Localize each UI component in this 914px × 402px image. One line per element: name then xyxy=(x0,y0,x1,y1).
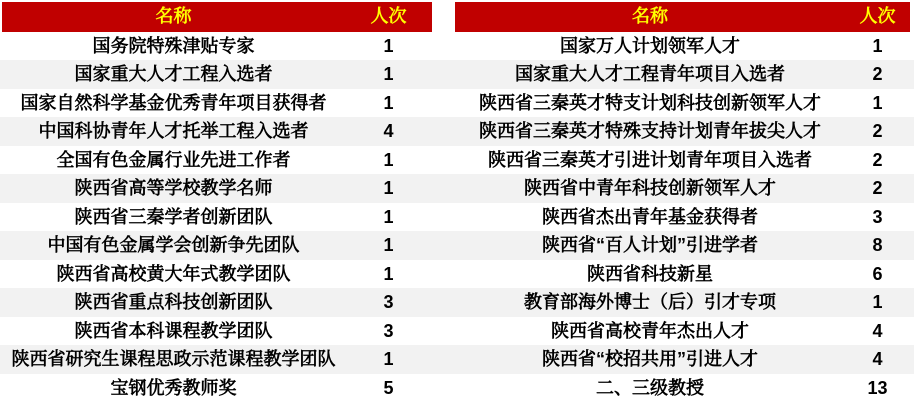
left-count-cell: 1 xyxy=(383,149,394,170)
left-name-cell: 中国有色金属学会创新争先团队 xyxy=(47,235,300,255)
table-gap-spacer xyxy=(432,317,455,346)
right-count-cell: 8 xyxy=(872,235,883,255)
right-count-cell: 1 xyxy=(872,292,883,312)
table-gap-spacer xyxy=(432,32,455,61)
table-row xyxy=(0,89,914,118)
table-gap-spacer xyxy=(432,345,455,374)
table-gap-spacer xyxy=(432,117,455,146)
left-table-name-header: 名称 xyxy=(2,2,345,32)
table-gap-spacer xyxy=(432,203,455,232)
right-table-name-header: 名称 xyxy=(455,2,845,32)
table-row xyxy=(0,231,914,260)
right-count-cell: 13 xyxy=(867,377,888,398)
left-count-cell: 3 xyxy=(383,320,394,341)
right-name-cell: 教育部海外博士（后）引才专项 xyxy=(524,292,776,312)
left-name-cell: 宝钢优秀教师奖 xyxy=(110,377,237,398)
left-name-cell: 全国有色金属行业先进工作者 xyxy=(56,149,291,170)
table-row xyxy=(0,260,914,289)
right-name-cell: 陕西省三秦英才特殊支持计划青年拔尖人才 xyxy=(479,121,821,141)
left-count-cell: 1 xyxy=(383,35,394,56)
table-row xyxy=(0,60,914,89)
left-count-cell: 1 xyxy=(383,263,394,284)
table-row xyxy=(0,146,914,175)
left-name-cell: 陕西省本科课程教学团队 xyxy=(74,320,273,341)
left-name-cell: 国务院特殊津贴专家 xyxy=(92,35,255,56)
right-name-cell: 二、三级教授 xyxy=(596,377,704,398)
left-count-cell: 5 xyxy=(383,377,394,398)
table-row xyxy=(0,174,914,203)
left-count-cell: 1 xyxy=(383,92,394,113)
right-name-cell: 国家重大人才工程青年项目入选者 xyxy=(515,64,785,84)
right-table-count-header: 人次 xyxy=(845,2,910,32)
right-name-cell: 陕西省科技新星 xyxy=(587,263,713,284)
table-row xyxy=(0,374,914,402)
right-name-cell: 陕西省杰出青年基金获得者 xyxy=(542,206,758,227)
right-name-cell: 陕西省中青年科技创新领军人才 xyxy=(524,178,776,198)
left-count-cell: 1 xyxy=(383,349,394,369)
table-row xyxy=(0,317,914,346)
left-count-cell: 1 xyxy=(383,206,394,227)
table-row xyxy=(0,32,914,61)
table-rows xyxy=(0,32,914,402)
left-name-cell: 陕西省高校黄大年式教学团队 xyxy=(56,263,291,284)
right-count-cell: 3 xyxy=(872,206,883,227)
left-name-cell: 国家重大人才工程入选者 xyxy=(74,64,273,84)
left-name-cell: 陕西省重点科技创新团队 xyxy=(74,292,273,312)
table-gap-spacer xyxy=(432,260,455,289)
table-gap-spacer xyxy=(432,89,455,118)
right-count-cell: 1 xyxy=(872,92,883,113)
right-name-cell: 陕西省三秦英才引进计划青年项目入选者 xyxy=(488,149,812,170)
left-name-cell: 中国科协青年人才托举工程入选者 xyxy=(38,121,309,141)
right-count-cell: 2 xyxy=(872,64,883,84)
left-name-cell: 陕西省研究生课程思政示范课程教学团队 xyxy=(11,349,336,369)
table-header-row xyxy=(0,2,914,32)
right-count-cell: 4 xyxy=(872,349,883,369)
right-name-cell: 陕西省高校青年杰出人才 xyxy=(551,320,749,341)
table-gap-spacer xyxy=(432,146,455,175)
table-gap-spacer xyxy=(432,374,455,402)
table-gap-spacer xyxy=(432,60,455,89)
left-table-count-header: 人次 xyxy=(345,2,432,32)
right-count-cell: 2 xyxy=(872,178,883,198)
table-gap-spacer xyxy=(432,2,455,32)
left-name-cell: 陕西省三秦学者创新团队 xyxy=(74,206,273,227)
table-gap-spacer xyxy=(432,174,455,203)
table-gap-spacer xyxy=(432,231,455,260)
left-count-cell: 1 xyxy=(383,64,394,84)
right-name-cell: 陕西省三秦英才特支计划科技创新领军人才 xyxy=(479,92,821,113)
right-count-cell: 2 xyxy=(872,121,883,141)
left-name-cell: 陕西省高等学校教学名师 xyxy=(74,178,273,198)
left-count-cell: 3 xyxy=(383,292,394,312)
table-row xyxy=(0,288,914,317)
right-name-cell: 陕西省“百人计划”引进学者 xyxy=(542,235,758,255)
left-count-cell: 1 xyxy=(383,178,394,198)
right-name-cell: 国家万人计划领军人才 xyxy=(560,35,740,56)
right-name-cell: 陕西省“校招共用”引进人才 xyxy=(542,349,758,369)
table-gap-spacer xyxy=(432,288,455,317)
table-row xyxy=(0,203,914,232)
right-count-cell: 2 xyxy=(872,149,883,170)
table-row xyxy=(0,345,914,374)
right-count-cell: 6 xyxy=(872,263,883,284)
left-count-cell: 4 xyxy=(383,121,394,141)
right-count-cell: 1 xyxy=(872,35,883,56)
table-row xyxy=(0,117,914,146)
left-count-cell: 1 xyxy=(383,235,394,255)
left-name-cell: 国家自然科学基金优秀青年项目获得者 xyxy=(20,92,327,113)
right-count-cell: 4 xyxy=(872,320,883,341)
